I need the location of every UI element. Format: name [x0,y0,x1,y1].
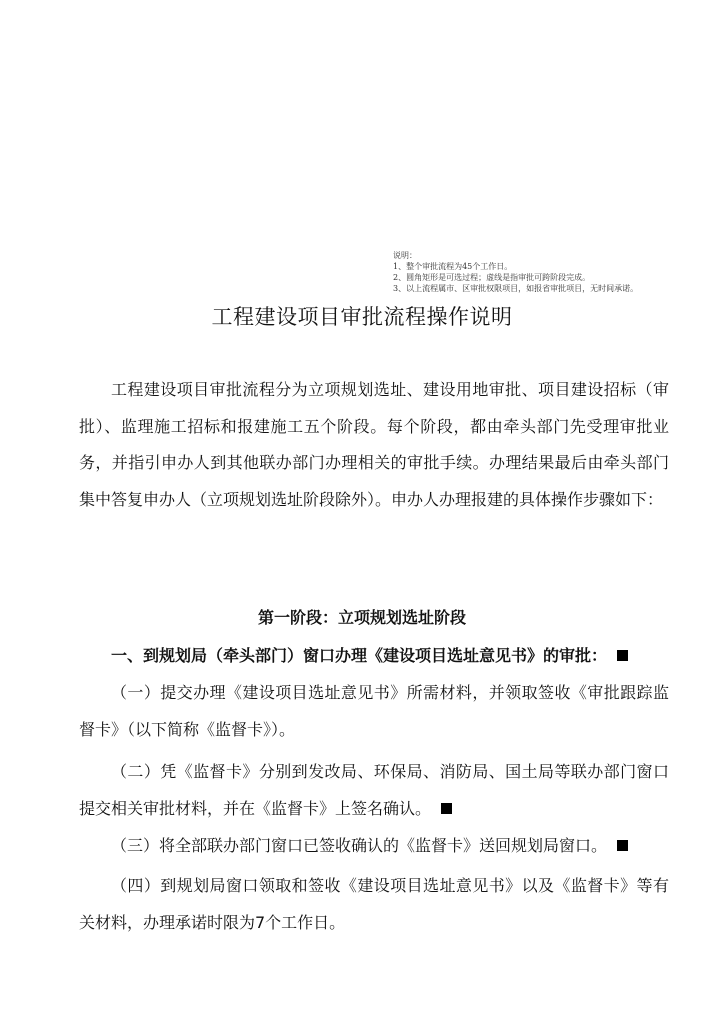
square-marker-icon [617,840,628,851]
square-marker-icon [617,650,628,661]
step-3-text: （三）将全部联办部门窗口已签收确认的《监督卡》送回规划局窗口。 [111,836,608,855]
step-2-text: （二）凭《监督卡》分别到发改局、环保局、消防局、国土局等联办部门窗口提交相关审批材料，并在《监督卡》上签名确认。 [79,762,669,818]
step-1: （一）提交办理《建设项目选址意见书》所需材料，并领取签收《审批跟踪监督卡》（以下简称《监督卡》）。 [79,683,669,739]
step-4: （四）到规划局窗口领取和签收《建设项目选址意见书》以及《监督卡》等有关材料，办理承诺时限为7个工作日。 [79,876,669,932]
note-label: 说明： [393,251,417,260]
stage-1-heading-text: 一、到规划局（牵头部门）窗口办理《建设项目选址意见书》的审批： [111,646,608,665]
note-line: 2、圆角矩形是可选过程；虚线是指审批可跨阶段完成。 [393,273,591,282]
flowchart-note [393,250,693,294]
note-line: 1、整个审批流程为45个工作日。 [393,262,513,271]
stage-1-heading [79,644,679,668]
document-title: 工程建设项目审批流程操作说明 [211,305,513,329]
stage-1-title: 第一阶段：立项规划选址阶段 [257,608,466,627]
step-3 [79,828,669,865]
intro-paragraph: 工程建设项目审批流程分为立项规划选址、建设用地审批、项目建设招标（审批）、监理施工招标和报建施工五个阶段。每个阶段，都由牵头部门先受理审批业务，并指引申办人到其他联办部门办理相关的审批手续。办理结果最后由牵头部门集中答复申办人（立项规划选址阶段除外）。申办人办理报建的具体操作步骤如下： [79,380,669,509]
square-marker-icon [441,803,452,814]
note-line: 3、以上流程属市、区审批权限项目，如报省审批项目，无时间承诺。 [393,284,639,293]
step-2 [79,754,669,827]
